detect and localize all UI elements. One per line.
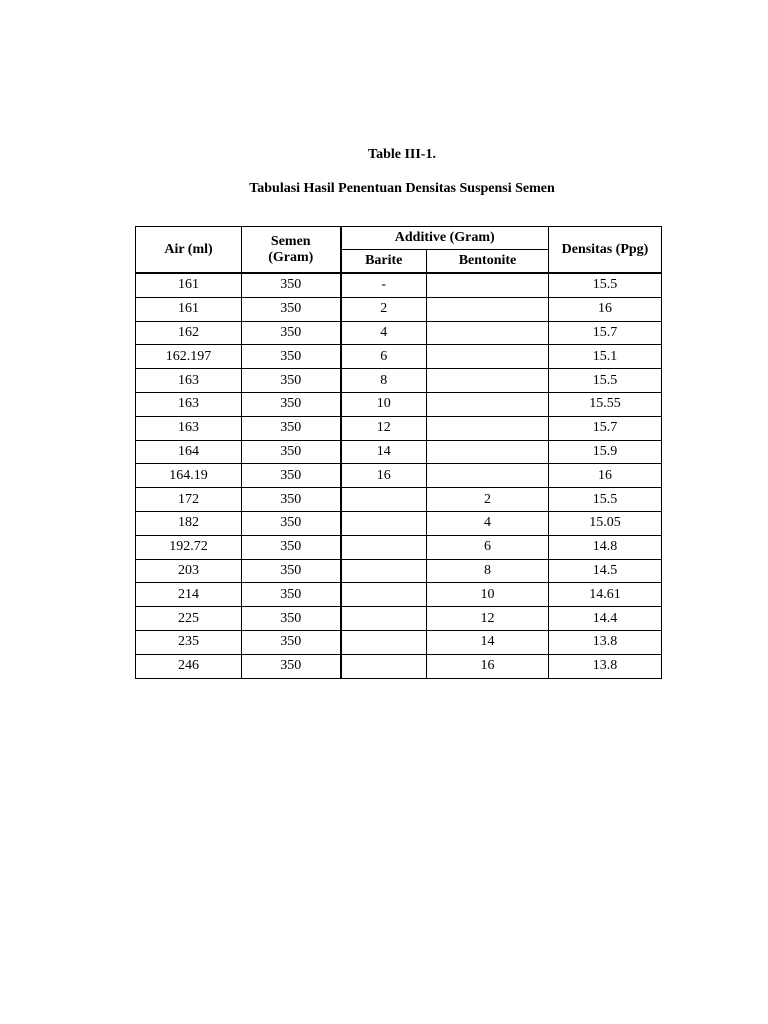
- cell-densitas: 15.7: [549, 416, 662, 440]
- header-semen: [242, 227, 341, 274]
- cell-semen: 350: [242, 392, 341, 416]
- cell-semen: 350: [242, 654, 341, 678]
- cell-air: 235: [136, 630, 242, 654]
- cell-barite: 10: [341, 392, 427, 416]
- cell-bentonite: 14: [427, 630, 549, 654]
- cell-bentonite: 6: [427, 535, 549, 559]
- cell-air: 161: [136, 297, 242, 321]
- table-row: [136, 607, 662, 631]
- cell-densitas: 13.8: [549, 630, 662, 654]
- cell-densitas: 15.05: [549, 511, 662, 535]
- table-row: [136, 392, 662, 416]
- cell-air: 163: [136, 416, 242, 440]
- header-semen-label: Semen (Gram): [268, 233, 314, 265]
- cell-bentonite: 10: [427, 583, 549, 607]
- header-densitas: Densitas (Ppg): [549, 227, 662, 274]
- cell-densitas: 15.9: [549, 440, 662, 464]
- table-row: [136, 369, 662, 393]
- cell-air: 192.72: [136, 535, 242, 559]
- cell-bentonite: [427, 273, 549, 297]
- cell-air: 203: [136, 559, 242, 583]
- cell-air: 161: [136, 273, 242, 297]
- table-row: [136, 535, 662, 559]
- cell-bentonite: 12: [427, 607, 549, 631]
- table-row: [136, 273, 662, 297]
- cell-air: 162: [136, 321, 242, 345]
- cell-barite: [341, 559, 427, 583]
- table-row: [136, 321, 662, 345]
- cell-densitas: 14.8: [549, 535, 662, 559]
- table-row: [136, 440, 662, 464]
- cell-air: 164.19: [136, 464, 242, 488]
- cell-air: 182: [136, 511, 242, 535]
- header-additive: Additive (Gram): [341, 227, 549, 250]
- table-number: Table III-1.: [368, 147, 436, 162]
- cell-semen: 350: [242, 559, 341, 583]
- cell-bentonite: [427, 440, 549, 464]
- table-row: [136, 345, 662, 369]
- cell-barite: [341, 535, 427, 559]
- cell-barite: 4: [341, 321, 427, 345]
- cell-semen: 350: [242, 630, 341, 654]
- cell-bentonite: 2: [427, 488, 549, 512]
- cell-semen: 350: [242, 583, 341, 607]
- table-body: [136, 273, 662, 678]
- cell-air: 246: [136, 654, 242, 678]
- cell-barite: [341, 630, 427, 654]
- cell-barite: 2: [341, 297, 427, 321]
- cell-air: 163: [136, 392, 242, 416]
- densitas-table: [135, 226, 662, 679]
- cell-densitas: 15.5: [549, 488, 662, 512]
- cell-semen: 350: [242, 297, 341, 321]
- table-row: [136, 416, 662, 440]
- cell-semen: 350: [242, 488, 341, 512]
- cell-barite: [341, 654, 427, 678]
- table-row: [136, 464, 662, 488]
- table-row: [136, 630, 662, 654]
- cell-semen: 350: [242, 535, 341, 559]
- table-row: [136, 583, 662, 607]
- cell-semen: 350: [242, 369, 341, 393]
- cell-barite: -: [341, 273, 427, 297]
- cell-densitas: 14.5: [549, 559, 662, 583]
- cell-bentonite: 4: [427, 511, 549, 535]
- cell-densitas: 15.7: [549, 321, 662, 345]
- cell-barite: 16: [341, 464, 427, 488]
- cell-air: 164: [136, 440, 242, 464]
- cell-semen: 350: [242, 511, 341, 535]
- cell-barite: 6: [341, 345, 427, 369]
- cell-air: 163: [136, 369, 242, 393]
- cell-barite: 8: [341, 369, 427, 393]
- table-row: [136, 511, 662, 535]
- cell-bentonite: [427, 321, 549, 345]
- cell-densitas: 15.1: [549, 345, 662, 369]
- cell-air: 172: [136, 488, 242, 512]
- cell-barite: [341, 607, 427, 631]
- cell-semen: 350: [242, 416, 341, 440]
- cell-densitas: 15.55: [549, 392, 662, 416]
- cell-air: 214: [136, 583, 242, 607]
- cell-bentonite: [427, 345, 549, 369]
- table-row: [136, 488, 662, 512]
- cell-semen: 350: [242, 321, 341, 345]
- cell-bentonite: [427, 416, 549, 440]
- cell-semen: 350: [242, 345, 341, 369]
- cell-densitas: 14.61: [549, 583, 662, 607]
- cell-semen: 350: [242, 273, 341, 297]
- header-bentonite: Bentonite: [427, 250, 549, 274]
- cell-bentonite: [427, 464, 549, 488]
- cell-densitas: 14.4: [549, 607, 662, 631]
- cell-barite: [341, 583, 427, 607]
- cell-bentonite: [427, 392, 549, 416]
- table-caption: Tabulasi Hasil Penentuan Densitas Suspensi Semen: [249, 181, 555, 196]
- cell-barite: 14: [341, 440, 427, 464]
- table-row: [136, 297, 662, 321]
- cell-densitas: 15.5: [549, 273, 662, 297]
- cell-air: 162.197: [136, 345, 242, 369]
- cell-barite: [341, 488, 427, 512]
- cell-barite: 12: [341, 416, 427, 440]
- cell-bentonite: 16: [427, 654, 549, 678]
- cell-bentonite: [427, 369, 549, 393]
- header-barite: Barite: [341, 250, 427, 274]
- header-air: Air (ml): [136, 227, 242, 274]
- cell-semen: 350: [242, 464, 341, 488]
- cell-densitas: 16: [549, 297, 662, 321]
- cell-bentonite: 8: [427, 559, 549, 583]
- table-row: [136, 559, 662, 583]
- cell-densitas: 13.8: [549, 654, 662, 678]
- cell-densitas: 15.5: [549, 369, 662, 393]
- cell-semen: 350: [242, 607, 341, 631]
- cell-semen: 350: [242, 440, 341, 464]
- cell-barite: [341, 511, 427, 535]
- cell-bentonite: [427, 297, 549, 321]
- cell-densitas: 16: [549, 464, 662, 488]
- cell-air: 225: [136, 607, 242, 631]
- table-row: [136, 654, 662, 678]
